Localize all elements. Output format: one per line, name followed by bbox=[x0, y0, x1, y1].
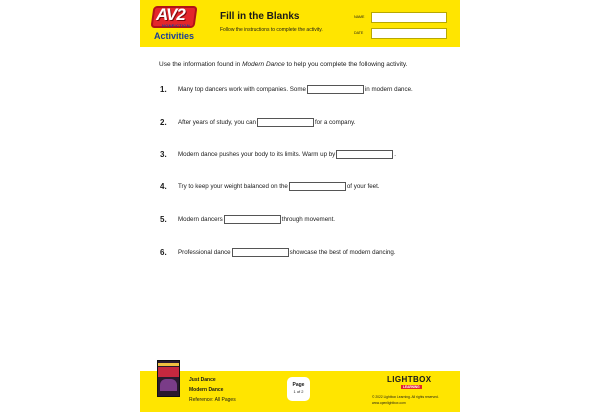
answer-blank-2[interactable] bbox=[257, 118, 314, 127]
question-4 bbox=[160, 182, 380, 191]
question-text-before: Professional dance bbox=[178, 249, 231, 256]
question-text-before: After years of study, you can bbox=[178, 119, 256, 126]
logo-sub-text: NONFICTION bbox=[162, 23, 190, 28]
question-number: 3. bbox=[160, 150, 167, 159]
question-2 bbox=[160, 118, 355, 127]
question-text-before: Many top dancers work with companies. Some bbox=[178, 86, 306, 93]
question-text-after: of your feet. bbox=[346, 183, 380, 190]
question-5 bbox=[160, 215, 335, 224]
lightbox-logo-sub: LEARNING bbox=[403, 385, 420, 389]
question-text-before: Modern dance pushes your body to its limits. Warm up by bbox=[178, 151, 336, 158]
question-text-after: through movement. bbox=[281, 216, 336, 223]
lightbox-logo: LIGHTBOX bbox=[387, 375, 432, 384]
footer-reference: Reference: All Pages bbox=[189, 397, 236, 403]
footer-bar bbox=[140, 371, 460, 412]
logo-main-text: AV2 bbox=[156, 5, 185, 24]
name-field[interactable] bbox=[371, 12, 447, 23]
instructions-after: to help you complete the following activity. bbox=[284, 61, 408, 68]
name-label: NAME bbox=[354, 15, 365, 19]
answer-blank-1[interactable] bbox=[307, 85, 364, 94]
book-cover-image bbox=[157, 360, 180, 397]
question-text-after: in modern dance. bbox=[364, 86, 413, 93]
question-text-after: . bbox=[394, 151, 397, 158]
question-1 bbox=[160, 85, 413, 94]
worksheet-subtitle: Follow the instructions to complete the activity. bbox=[220, 27, 323, 33]
question-number: 2. bbox=[160, 118, 167, 127]
worksheet-page bbox=[140, 0, 460, 412]
date-label: DATE bbox=[354, 31, 364, 35]
instructions-before: Use the information found in bbox=[159, 61, 243, 68]
answer-blank-6[interactable] bbox=[232, 248, 289, 257]
question-number: 6. bbox=[160, 248, 167, 257]
page-number: 1 of 2 bbox=[293, 389, 304, 394]
footer-series: Just Dance bbox=[189, 377, 216, 383]
header-bar bbox=[140, 0, 460, 47]
answer-blank-4[interactable] bbox=[289, 182, 346, 191]
logo-activities-text: Activities bbox=[154, 31, 195, 41]
question-text-after: for a company. bbox=[314, 119, 356, 126]
question-3 bbox=[160, 150, 396, 159]
page-label: Page bbox=[292, 382, 305, 388]
footer-copyright: © 2022 Lightbox Learning. All rights reserved. bbox=[372, 395, 439, 399]
question-6 bbox=[160, 248, 396, 257]
page-indicator bbox=[287, 377, 310, 401]
footer-book-title: Modern Dance bbox=[189, 387, 224, 393]
instructions-text bbox=[159, 61, 407, 68]
worksheet-title: Fill in the Blanks bbox=[220, 11, 300, 22]
question-number: 1. bbox=[160, 85, 167, 94]
question-number: 4. bbox=[160, 182, 167, 191]
question-number: 5. bbox=[160, 215, 167, 224]
answer-blank-3[interactable] bbox=[336, 150, 393, 159]
av2-logo bbox=[148, 6, 204, 42]
question-text-before: Modern dancers bbox=[178, 216, 223, 223]
question-text-after: showcase the best of modern dancing. bbox=[289, 249, 396, 256]
answer-blank-5[interactable] bbox=[224, 215, 281, 224]
question-text-before: Try to keep your weight balanced on the bbox=[178, 183, 288, 190]
date-field[interactable] bbox=[371, 28, 447, 39]
footer-website[interactable]: www.openlightbox.com bbox=[372, 401, 406, 405]
instructions-book-title: Modern Dance bbox=[242, 61, 285, 68]
